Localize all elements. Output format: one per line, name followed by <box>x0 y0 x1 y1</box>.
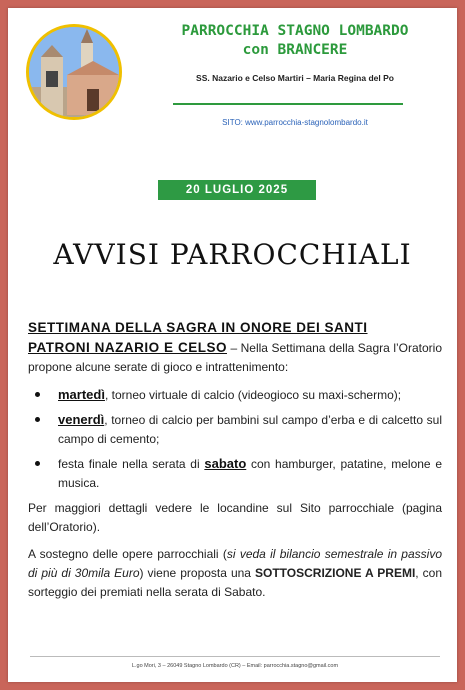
website-link[interactable]: SITO: www.parrocchia-stagnolombardo.it <box>222 118 368 127</box>
event-text: con hamburger, patatine, melone e musica. <box>58 457 442 490</box>
footer-contact: L.go Mori, 3 – 26049 Stagno Lombardo (CR) – Email: parrocchia.stagno@gmail.com <box>131 663 339 669</box>
header-divider <box>173 103 403 105</box>
parish-saints: SS. Nazario e Celso Martiri – Maria Regina del Po <box>196 73 394 83</box>
intro-text: – Nella Settimana della Sagra l’Oratorio propone alcune serate di gioco e intrattenimento: <box>28 341 442 374</box>
event-day: sabato <box>204 456 247 471</box>
parish-name: PARROCCHIA STAGNO LOMBARDO <box>181 23 409 39</box>
list-item <box>28 385 442 405</box>
notice-body <box>28 318 442 610</box>
event-day: venerdì <box>58 412 105 427</box>
raffle-label: SOTTOSCRIZIONE A PREMI <box>255 566 416 580</box>
event-day: martedì <box>58 387 105 402</box>
intro-paragraph <box>28 318 442 377</box>
support-text-b: ) viene proposta una <box>139 566 256 580</box>
list-item <box>28 454 442 493</box>
section-heading: SETTIMANA DELLA SAGRA IN ONORE DEI SANTI <box>28 320 368 335</box>
event-pre: festa finale nella serata di <box>58 457 205 471</box>
parish-subname: con BRANCERE <box>242 42 348 58</box>
event-text: , torneo di calcio per bambini sul campo d’erba e di calcetto sul campo di cemento; <box>58 413 442 446</box>
support-text-c: , con sorteggio dei premiati nella serata di Sabato. <box>28 566 443 599</box>
church-photo <box>26 24 122 120</box>
date-badge: 20 LUGLIO 2025 <box>158 180 316 200</box>
section-heading-cont: PATRONI NAZARIO E CELSO <box>28 340 227 355</box>
footer-divider <box>30 656 440 657</box>
events-list <box>28 385 442 493</box>
support-text: A sostegno delle opere parrocchiali ( <box>28 547 227 561</box>
parish-header <box>140 22 450 83</box>
list-item <box>28 410 442 449</box>
support-paragraph <box>28 545 442 602</box>
support-italic: si veda il bilancio semestrale in passivo di più di 30mila Euro <box>28 547 442 580</box>
page-title: AVVISI PARROCCHIALI <box>53 238 412 271</box>
details-paragraph: Per maggiori dettagli vedere le locandine sul Sito parrocchiale (pagina dell’Oratorio). <box>28 501 442 534</box>
event-text: , torneo virtuale di calcio (videogioco su maxi-schermo); <box>104 388 402 402</box>
